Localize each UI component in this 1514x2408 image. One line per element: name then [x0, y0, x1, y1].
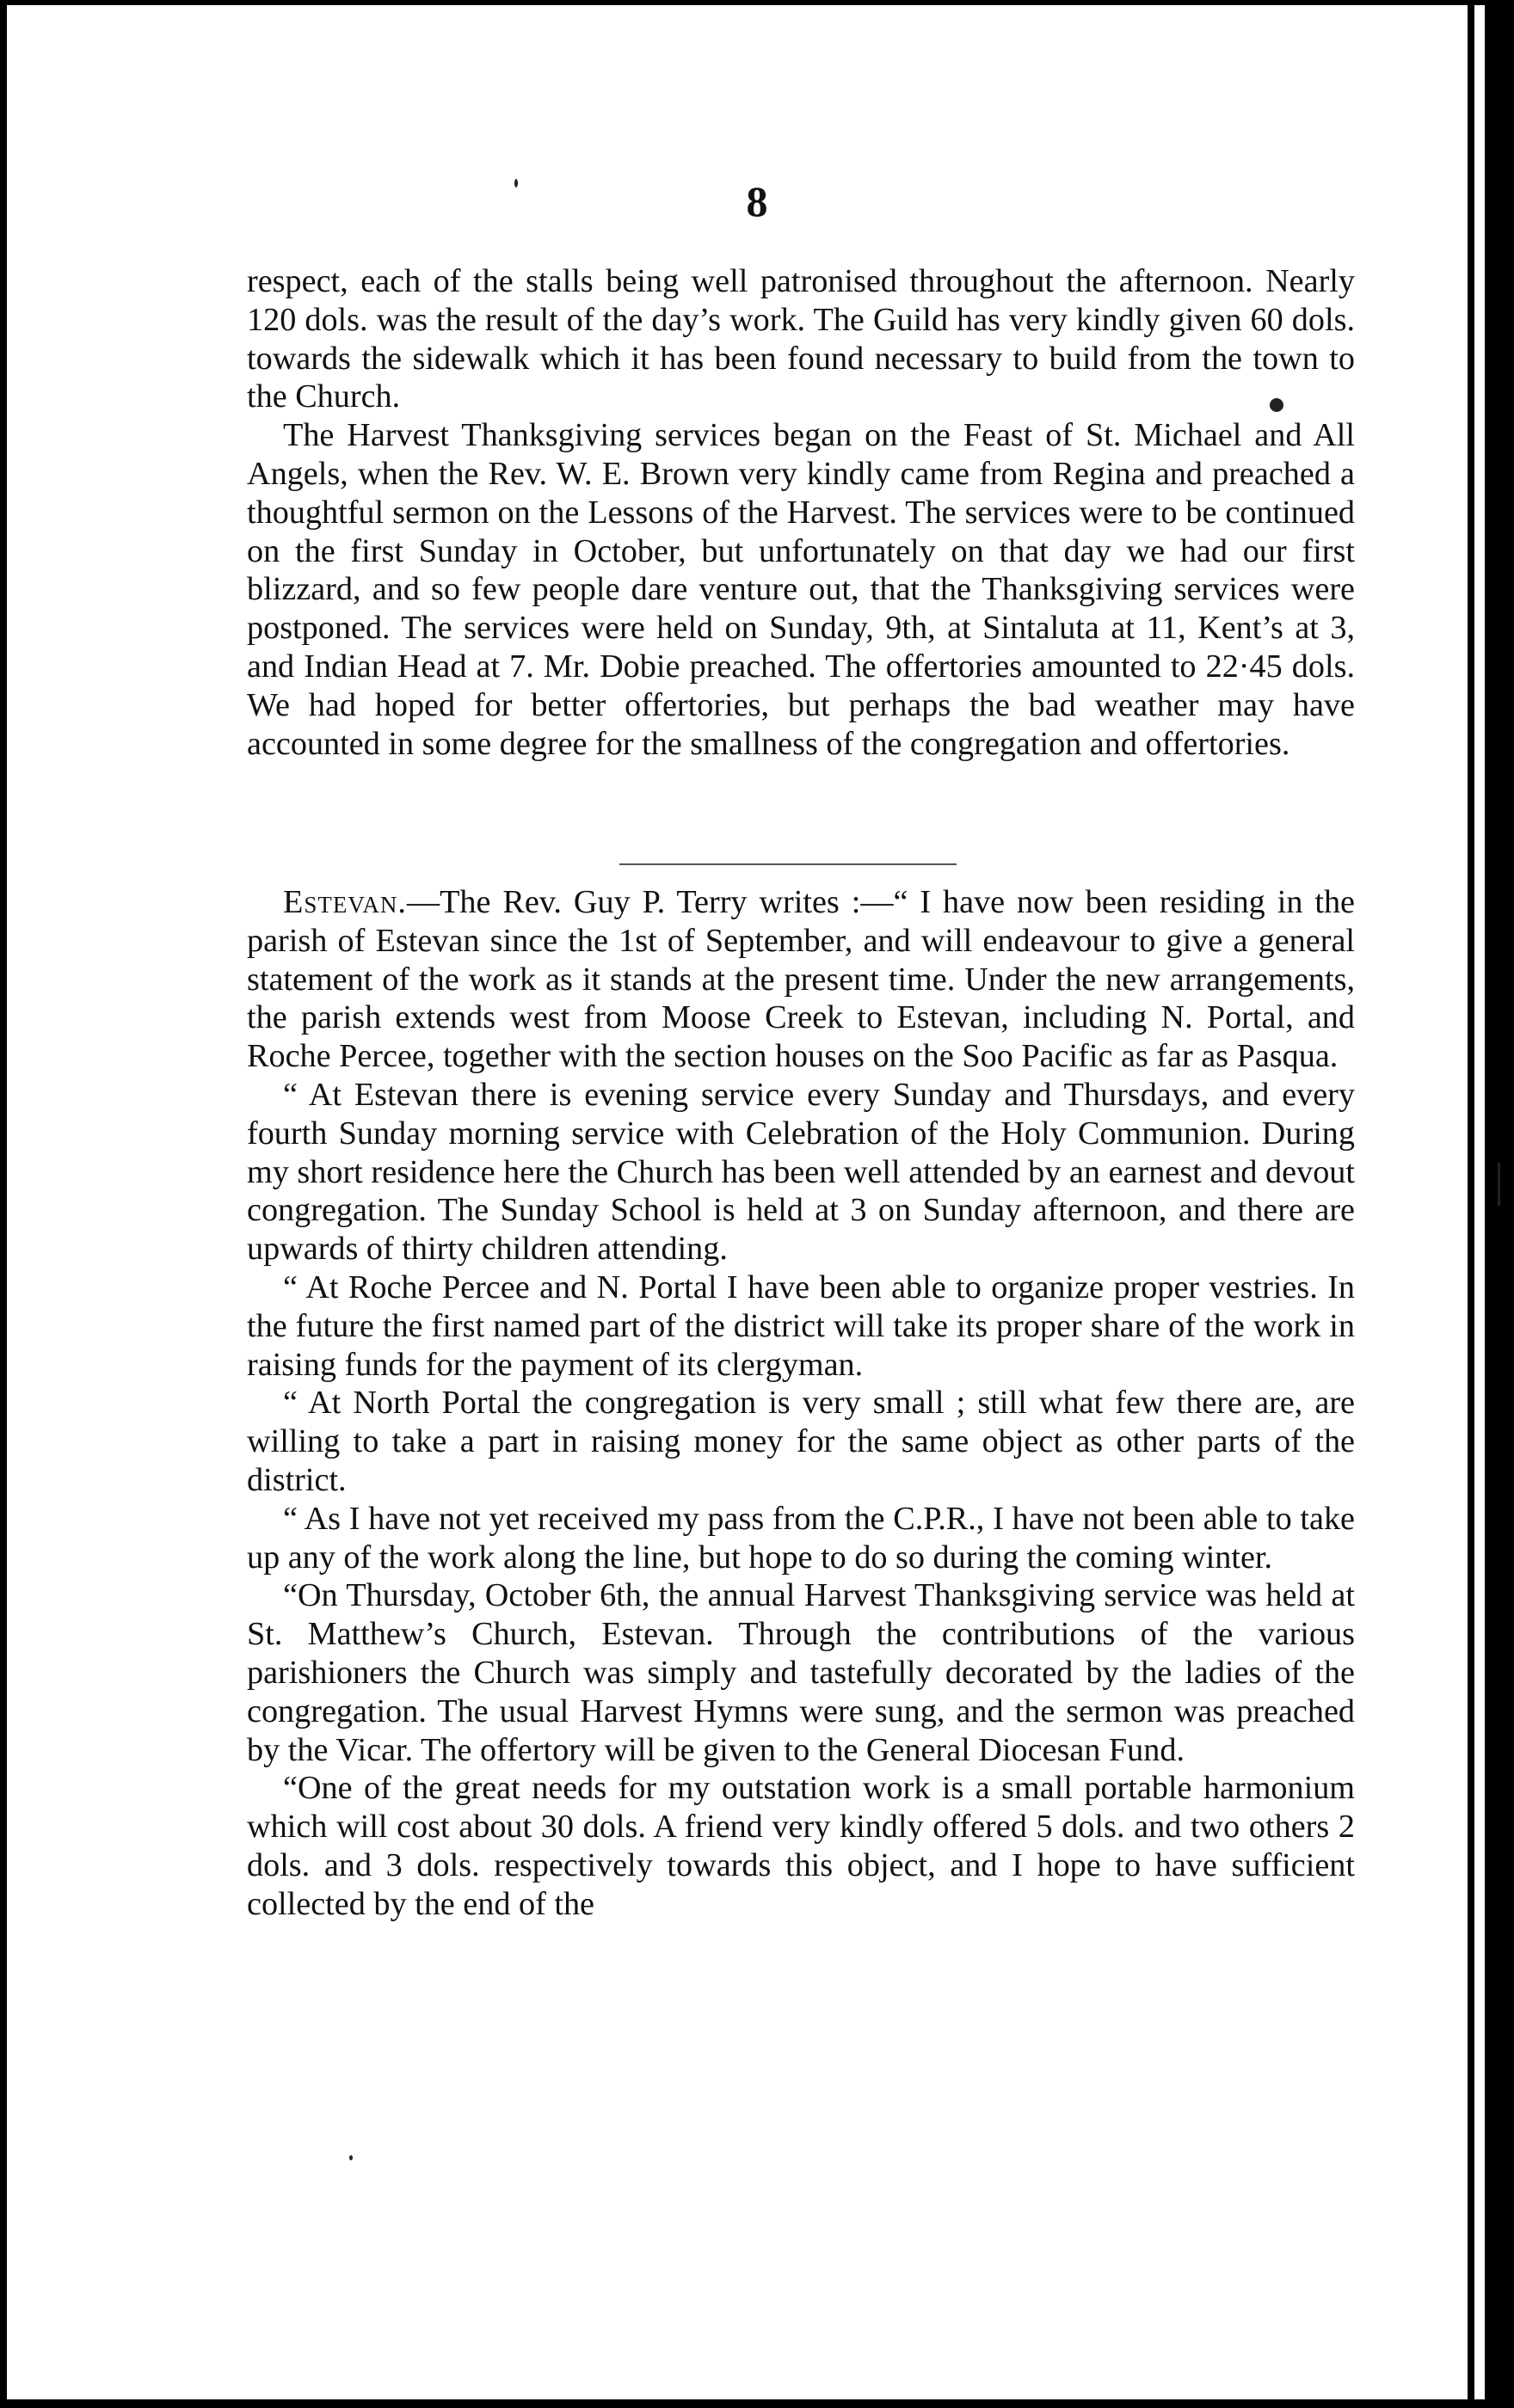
paragraph: “ At Roche Percee and N. Portal I have been able to organize proper vestries. In the future the first named part of the district will take its proper share of the work in raising funds for the payment of its clergyman.: [247, 1268, 1355, 1383]
paragraph: respect, each of the stalls being well patronised throughout the afternoon. Nearly 120 dols. was the result of the day’s work. The Guild has very kindly given 60 dols. towards the sidewalk which it has been found necessary to build from the town to the Church.: [247, 263, 1355, 415]
section-heading: Estevan.: [283, 884, 407, 920]
scan-border-left: [0, 0, 7, 2408]
section-divider: [619, 863, 957, 865]
page-number: 8: [746, 177, 768, 225]
paragraph-estevan-intro: [247, 883, 1355, 1076]
print-speck: [349, 2155, 353, 2160]
scan-border-bottom: [0, 2399, 1514, 2408]
paragraph: “ As I have not yet received my pass from the C.P.R., I have not been able to take up any of the work along the line, but hope to do so during the coming winter.: [247, 1500, 1355, 1576]
section-guild-harvest: [247, 262, 1355, 763]
paragraph: “One of the great needs for my outstation work is a small portable harmonium which will cost about 30 dols. A friend very kindly offered 5 dols. and two others 2 dols. and 3 dols. respectively towards this object, and I hope to have sufficient collected by the end of the: [247, 1770, 1355, 1922]
scan-border-top: [0, 0, 1514, 5]
paragraph: The Harvest Thanksgiving services began on the Feast of St. Michael and All Angels, when the Rev. W. E. Brown very kindly came from Regina and preached a thoughtful sermon on the Lessons of the Harvest. The services were to be continued on the first Sunday in October, but unfortunately on that day we had our first blizzard, and so few people dare venture out, that the Thanksgiving services were postponed. The services were held on Sunday, 9th, at Sintaluta at 11, Kent’s at 3, and Indian Head at 7. Mr. Dobie preached. The offertories amounted to 22·45 dols. We had hoped for better offertories, but perhaps the bad weather may have accounted in some degree for the smallness of the congregation and offertories.: [247, 417, 1355, 762]
margin-mark: [1498, 1163, 1500, 1206]
scan-border-right-inner: [1468, 0, 1474, 2408]
paragraph: “On Thursday, October 6th, the annual Harvest Thanksgiving service was held at St. Matthew’s Church, Estevan. Through the contributions of the various parishioners the Church was simply and tastefully decorated by the ladies of the congregation. The usual Harvest Hymns were sung, and the sermon was preached by the Vicar. The offertory will be given to the General Diocesan Fund.: [247, 1577, 1355, 1768]
intro-text: —The Rev. Guy P. Terry writes :—“ I have now been residing in the parish of Estevan since the 1st of September, and will endeavour to give a general statement of the work as it stands at the present time. Under the new arrangements, the parish extends west from Moose Creek to Estevan, including N. Portal, and Roche Percee, together with the section houses on the Soo Pacific as far as Pasqua.: [247, 884, 1355, 1075]
paragraph: “ At Estevan there is evening service every Sunday and Thursdays, and every fourth Sunday morning service with Celebration of the Holy Communion. During my short residence here the Church has been well attended by an earnest and devout congregation. The Sunday School is held at 3 on Sunday afternoon, and there are upwards of thirty children attending.: [247, 1076, 1355, 1268]
section-estevan: [247, 883, 1355, 1924]
paragraph: “ At North Portal the congregation is very small ; still what few there are, are willing to take a part in raising money for the same object as other parts of the district.: [247, 1385, 1355, 1498]
